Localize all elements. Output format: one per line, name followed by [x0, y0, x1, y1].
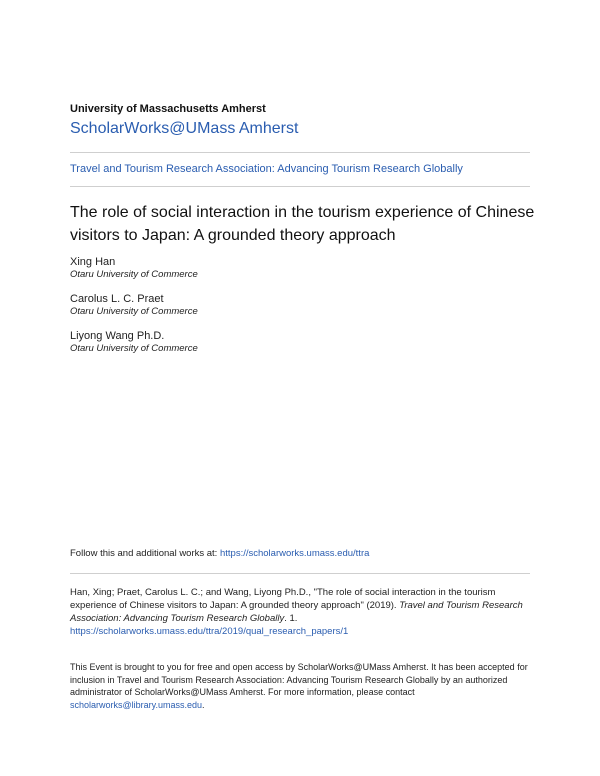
contact-email-link[interactable]: scholarworks@library.umass.edu — [70, 699, 203, 710]
author-name: Liyong Wang Ph.D. — [70, 330, 165, 342]
notice-text: This Event is brought to you for free and open access by ScholarWorks@UMass Amherst. It has been accepted for inclusion in Travel and Tourism Research Association: Advancing Tourism Research Globally by an authorized administrator of ScholarWorks@UMass Amherst. For more information, please contact — [70, 662, 528, 697]
repository-link[interactable]: ScholarWorks@UMass Amherst — [70, 120, 299, 137]
citation-link[interactable]: https://scholarworks.umass.edu/ttra/2019/qual_research_papers/1 — [70, 626, 349, 637]
access-notice — [70, 661, 535, 711]
follow-line — [70, 548, 369, 559]
paper-title: The role of social interaction in the tourism experience of Chinese visitors to Japan: A grounded theory approach — [70, 204, 535, 244]
follow-link[interactable]: https://scholarworks.umass.edu/ttra — [219, 548, 370, 559]
institution-name: University of Massachusetts Amherst — [70, 103, 266, 115]
notice-end: . — [202, 699, 205, 710]
author-affiliation: Otaru University of Commerce — [70, 343, 198, 354]
follow-prefix: Follow this and additional works at: — [70, 548, 220, 559]
citation-text: Han, Xing; Praet, Carolus L. C.; and Wang, Liyong Ph.D., "The role of social interaction in the tourism experience of Chinese visitors to Japan: A grounded theory approach" (2019). — [70, 587, 496, 611]
author-name: Xing Han — [70, 256, 116, 268]
author-affiliation: Otaru University of Commerce — [70, 269, 198, 280]
author-affiliation: Otaru University of Commerce — [70, 306, 198, 317]
series-link[interactable]: Travel and Tourism Research Association: Advancing Tourism Research Globally — [70, 163, 463, 175]
divider-top — [70, 152, 530, 153]
recommended-citation — [70, 586, 530, 638]
citation-number: . 1. — [284, 613, 298, 624]
divider-series — [70, 186, 530, 187]
divider-citation — [70, 573, 530, 574]
author-name: Carolus L. C. Praet — [70, 293, 164, 305]
citation-journal: Travel and Tourism Research Association: Advancing Tourism Research Globally — [70, 600, 523, 624]
